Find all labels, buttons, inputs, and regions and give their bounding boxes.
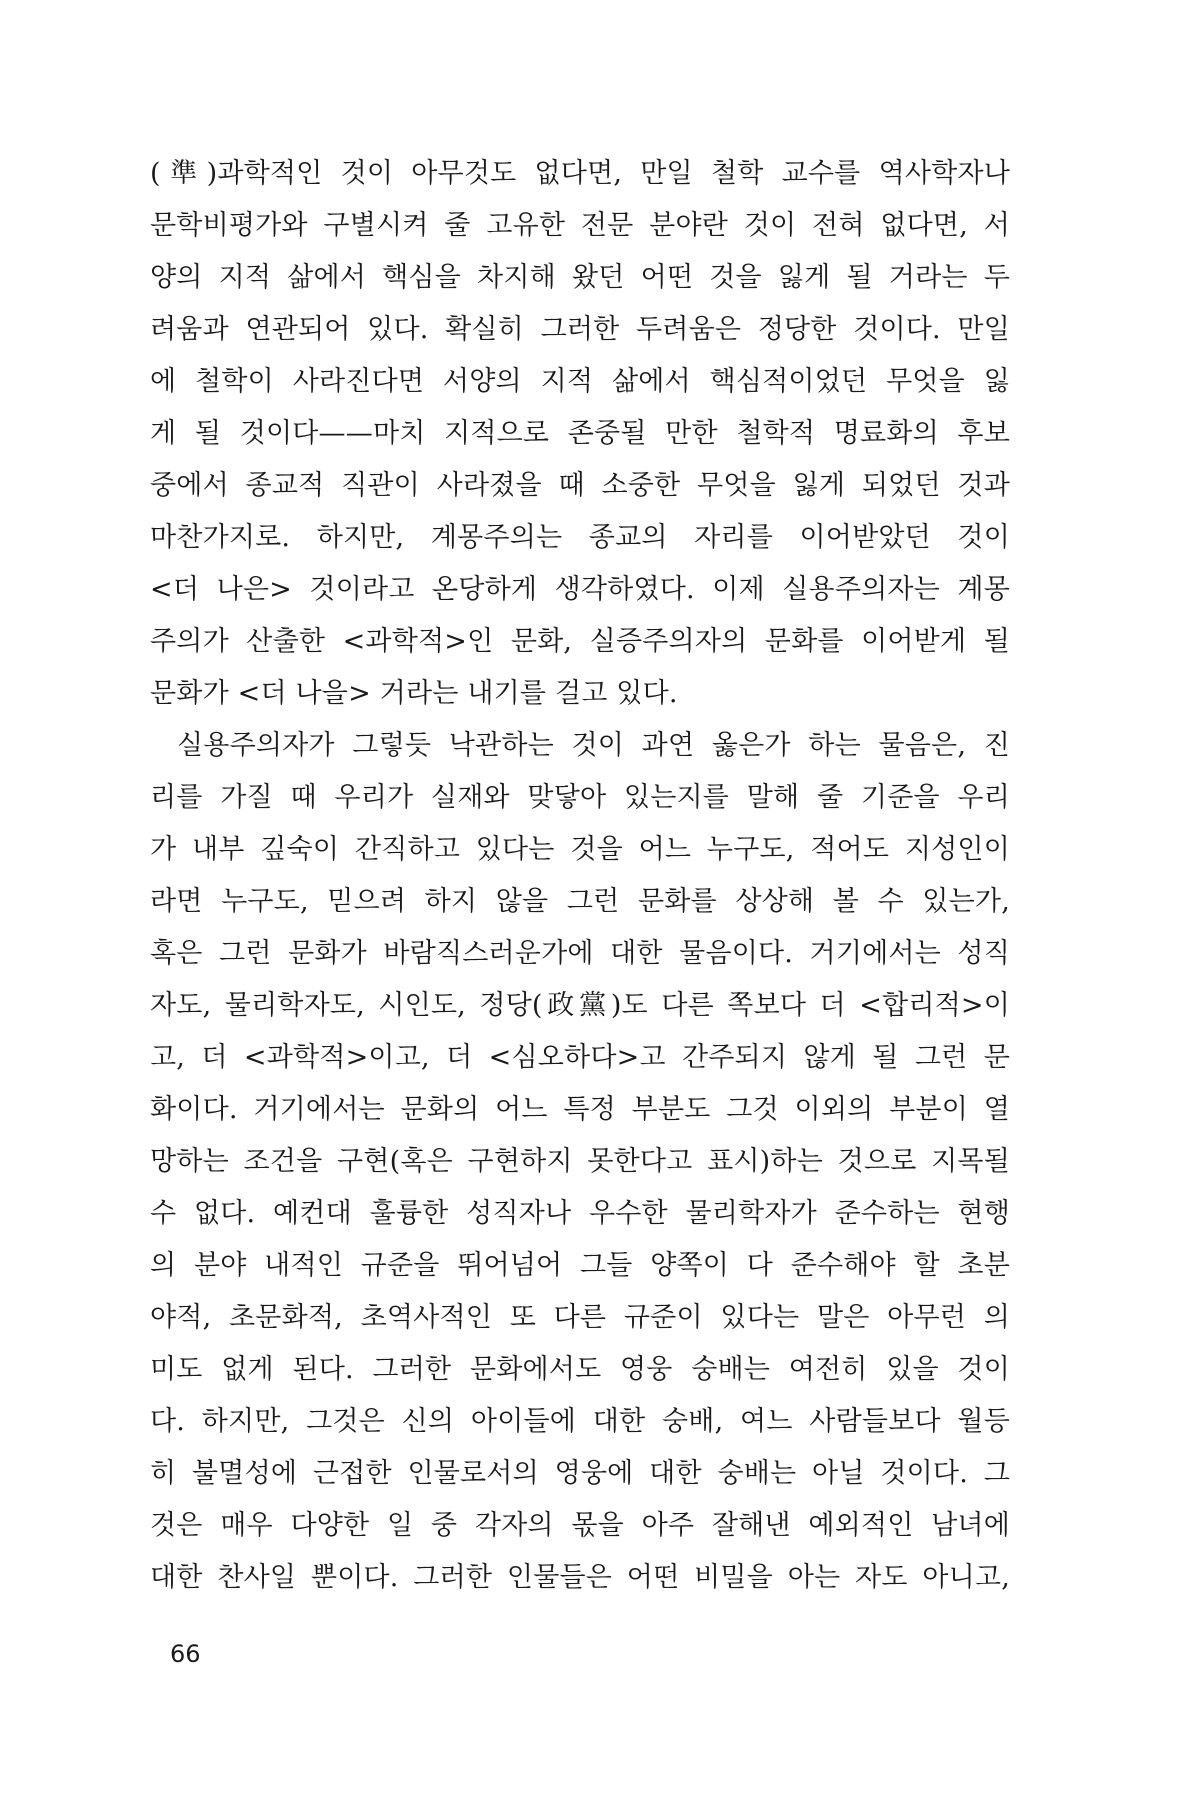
text-line: 야적, 초문화적, 초역사적인 또 다른 규준이 있다는 말은 아무런 의 (150, 1302, 1010, 1333)
paragraph-first-line: 실용주의자가 그렇듯 낙관하는 것이 과연 옳은가 하는 물음은, 진 (177, 730, 1010, 761)
text-line: 중에서 종교적 직관이 사라졌을 때 소중한 무엇을 잃게 되었던 것과 (150, 470, 1010, 501)
paragraph-last-line: 문화가 <더 나을> 거라는 내기를 걸고 있다. (150, 678, 678, 709)
text-line: 다. 하지만, 그것은 신의 아이들에 대한 숭배, 여느 사람들보다 월등 (150, 1406, 1010, 1437)
text-line: 화이다. 거기에서는 문화의 어느 특정 부분도 그것 이외의 부분이 열 (150, 1094, 1010, 1125)
text-line: <더 나은> 것이라고 온당하게 생각하였다. 이제 실용주의자는 계몽 (150, 574, 1010, 605)
text-line: (準)과학적인 것이 아무것도 없다면, 만일 철학 교수를 역사학자나 (150, 158, 1010, 189)
text-line: 의 분야 내적인 규준을 뛰어넘어 그들 양쪽이 다 준수해야 할 초분 (150, 1250, 1010, 1281)
text-line: 려움과 연관되어 있다. 확실히 그러한 두려움은 정당한 것이다. 만일 (150, 314, 1010, 345)
body-text (150, 148, 1010, 1604)
text-line: 것은 매우 다양한 일 중 각자의 몫을 아주 잘해낸 예외적인 남녀에 (150, 1510, 1010, 1541)
text-line: 히 불멸성에 근접한 인물로서의 영웅에 대한 숭배는 아닐 것이다. 그 (150, 1458, 1010, 1489)
text-line: 수 없다. 예컨대 훌륭한 성직자나 우수한 물리학자가 준수하는 현행 (150, 1198, 1010, 1229)
page-number: 66 (170, 1640, 201, 1668)
text-line: 망하는 조건을 구현(혹은 구현하지 못한다고 표시)하는 것으로 지목될 (150, 1146, 1010, 1177)
text-line: 대한 찬사일 뿐이다. 그러한 인물들은 어떤 비밀을 아는 자도 아니고, (150, 1562, 1010, 1593)
text-line: 고, 더 <과학적>이고, 더 <심오하다>고 간주되지 않게 될 그런 문 (150, 1042, 1010, 1073)
text-line: 라면 누구도, 믿으려 하지 않을 그런 문화를 상상해 볼 수 있는가, (150, 886, 1010, 917)
text-line: 주의가 산출한 <과학적>인 문화, 실증주의자의 문화를 이어받게 될 (150, 626, 1010, 657)
text-line: 미도 없게 된다. 그러한 문화에서도 영웅 숭배는 여전히 있을 것이 (150, 1354, 1010, 1385)
text-line: 자도, 물리학자도, 시인도, 정당(政黨)도 다른 쪽보다 더 <합리적>이 (150, 990, 1010, 1021)
text-line: 양의 지적 삶에서 핵심을 차지해 왔던 어떤 것을 잃게 될 거라는 두 (150, 262, 1010, 293)
text-line: 마찬가지로. 하지만, 계몽주의는 종교의 자리를 이어받았던 것이 (150, 522, 1010, 553)
text-line: 문학비평가와 구별시켜 줄 고유한 전문 분야란 것이 전혀 없다면, 서 (150, 210, 1010, 241)
text-line: 에 철학이 사라진다면 서양의 지적 삶에서 핵심적이었던 무엇을 잃 (150, 366, 1010, 397)
text-line: 리를 가질 때 우리가 실재와 맞닿아 있는지를 말해 줄 기준을 우리 (150, 782, 1010, 813)
text-line: 혹은 그런 문화가 바람직스러운가에 대한 물음이다. 거기에서는 성직 (150, 938, 1010, 969)
text-line: 게 될 것이다——마치 지적으로 존중될 만한 철학적 명료화의 후보 (150, 418, 1010, 449)
text-line: 가 내부 깊숙이 간직하고 있다는 것을 어느 누구도, 적어도 지성인이 (150, 834, 1010, 865)
